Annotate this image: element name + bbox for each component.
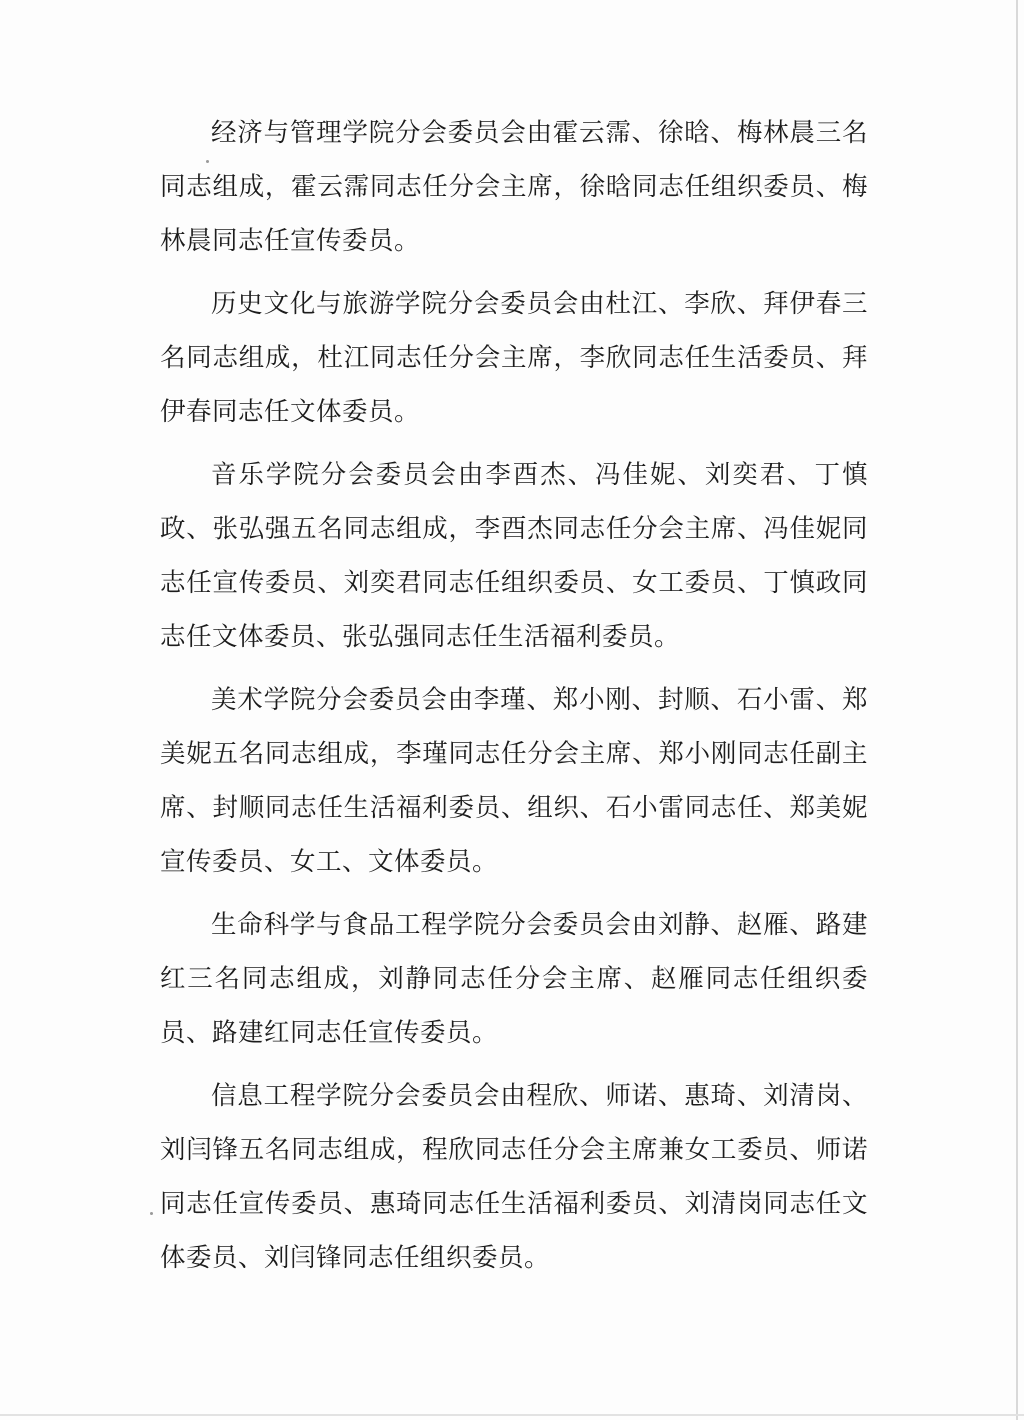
paragraph-economics-management: 经济与管理学院分会委员会由霍云霈、徐晗、梅林晨三名同志组成，霍云霈同志任分会主席，徐晗同志任组织委员、梅林晨同志任宣传委员。 xyxy=(160,118,868,256)
paragraph-history-culture-tourism: 历史文化与旅游学院分会委员会由杜江、李欣、拜伊春三名同志组成，杜江同志任分会主席，李欣同志任生活委员、拜伊春同志任文体委员。 xyxy=(160,289,868,427)
paragraph-information-engineering: 信息工程学院分会委员会由程欣、师诺、惠琦、刘清岗、刘闫锋五名同志组成，程欣同志任分会主席兼女工委员、师诺同志任宣传委员、惠琦同志任生活福利委员、刘清岗同志任文体委员、刘闫锋同志任组织委员。 xyxy=(160,1081,868,1273)
scan-speck xyxy=(150,1212,153,1215)
document-body xyxy=(160,106,868,1294)
paragraph-life-science-food-engineering: 生命科学与食品工程学院分会委员会由刘静、赵雁、路建红三名同志组成，刘静同志任分会主席、赵雁同志任组织委员、路建红同志任宣传委员。 xyxy=(160,910,868,1048)
scan-edge-right xyxy=(1016,0,1018,1420)
paragraph-fine-arts: 美术学院分会委员会由李瑾、郑小刚、封顺、石小雷、郑美妮五名同志组成，李瑾同志任分会主席、郑小刚同志任副主席、封顺同志任生活福利委员、组织、石小雷同志任、郑美妮宣传委员、女工、文体委员。 xyxy=(160,685,868,877)
scan-edge-bottom xyxy=(0,1414,1024,1416)
paragraph-music: 音乐学院分会委员会由李酉杰、冯佳妮、刘奕君、丁慎政、张弘强五名同志组成，李酉杰同志任分会主席、冯佳妮同志任宣传委员、刘奕君同志任组织委员、女工委员、丁慎政同志任文体委员、张弘强同志任生活福利委员。 xyxy=(160,460,868,652)
